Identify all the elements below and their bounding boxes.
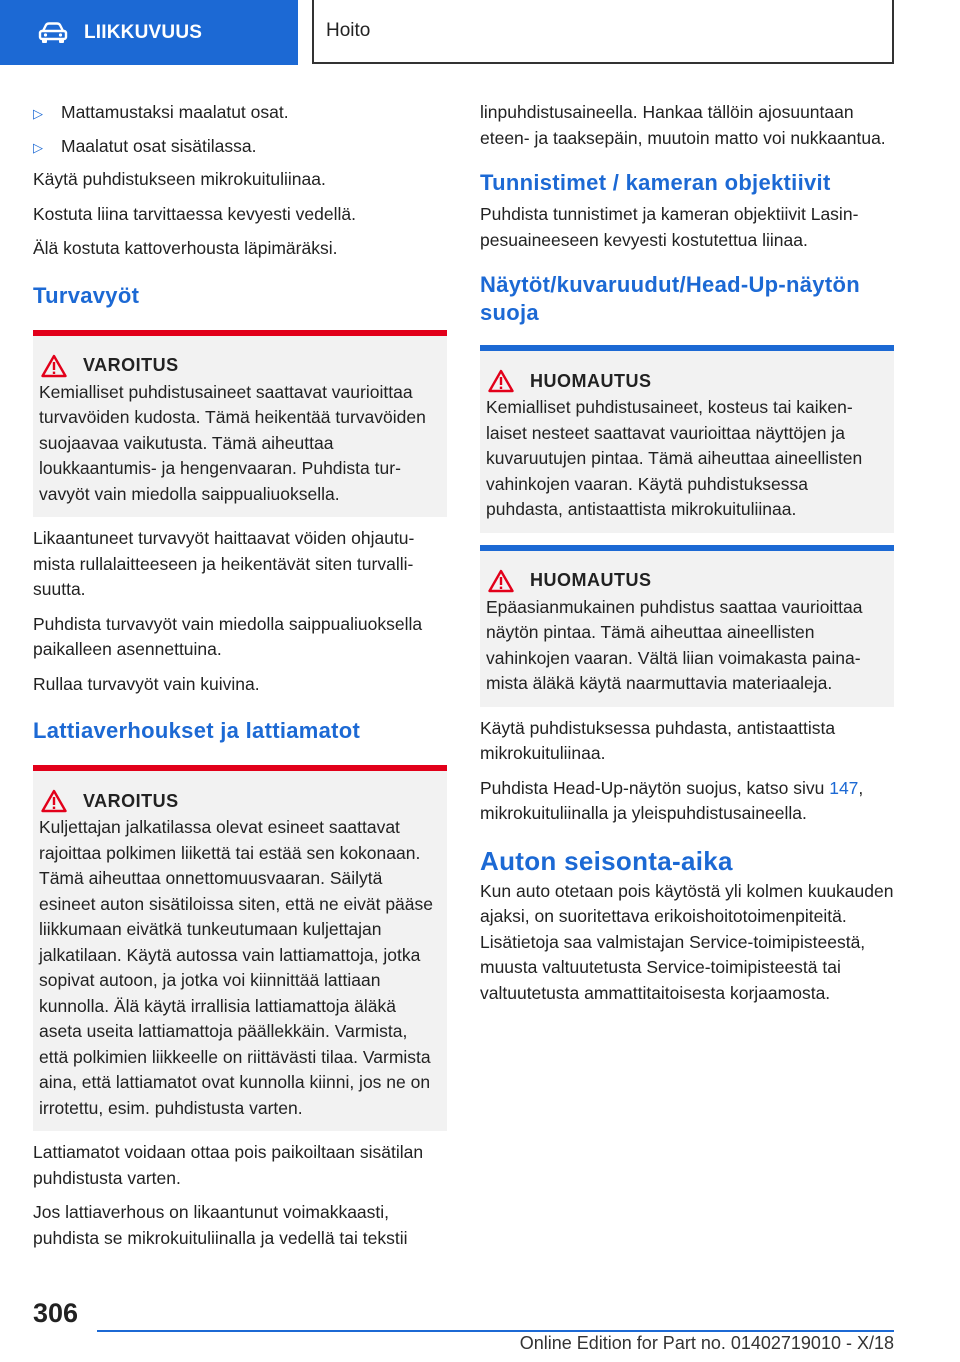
paragraph: Likaantuneet turvavyöt haittaavat vöiden ohjautumista rullalaitteeseen ja heikentävät siten turvallisuutta. [33, 528, 415, 599]
heading-sensors: Tunnistimet / kameran objektiivit [480, 170, 831, 195]
footer-divider [97, 1330, 894, 1332]
list-item: ▷ Mattamustaksi maalatut osat. [33, 100, 447, 127]
chapter-title: Hoito [326, 20, 371, 41]
notice-title: HUOMAUTUS [530, 370, 652, 391]
chapter-tab [312, 0, 894, 64]
page-reference-link[interactable]: 147 [829, 777, 859, 798]
section-tab [0, 0, 298, 65]
warning-title: VAROITUS [83, 790, 179, 811]
car-icon [38, 22, 68, 44]
warning-title: VAROITUS [83, 355, 179, 375]
paragraph: linpuhdistusaineella. Hankaa tällöin ajosuuntaan eteen- ja taaksepäin, muutoin matto voi nukkaantua. [480, 102, 886, 148]
warning-box [33, 765, 447, 1131]
warning-box [33, 330, 447, 518]
warning-triangle-icon [41, 354, 67, 378]
paragraph: Kostuta liina tarvittaessa kevyesti vedellä. [33, 203, 356, 224]
warning-text: Kemialliset puhdistusaineet saattavat vaurioittaa turvavöiden kudosta. Tämä heikentää turvavöiden suojaavaa vaikutusta. Tämä aiheuttaa loukkaantumis- ja hengenvaaran. Puhdista turvavyöt vain miedolla saippualiuoksella. [39, 381, 426, 504]
heading-floor-mats: Lattiaverhoukset ja lattiamatot [33, 718, 361, 743]
paragraph: Käytä puhdistuksessa puhdasta, antistaattista mikrokuituliinaa. [480, 717, 836, 763]
paragraph: Käytä puhdistukseen mikrokuituliinaa. [33, 169, 326, 189]
page-number: 306 [33, 1298, 79, 1328]
heading-seatbelts: Turvavyöt [33, 282, 140, 308]
notice-title: HUOMAUTUS [530, 570, 652, 590]
warning-text: Kuljettajan jalkatilassa olevat esineet saattavat rajoittaa polkimen liikettä tai estää sen kokonaan. Tämä aiheuttaa onnettomuusvaaran. Säilytä esineet auton sisätiloissa siten, että ne eivät pääse liikkumaan eivätkä tunkeutumaan kuljettajan jalkatilaan. Käytä autossa vain lattiamattoja, jotka sopivat autoon, ja jotka voi kiinnittää lattiaan kunnolla. Älä käytä irrallisia lattiamattoja äläkä aseta useita lattiamattoja päällekkäin. Varmista, että polkimien liikkeelle on riittävästi tilaa. Varmista aina, että lattiamatot ovat kunnolla kiinni, jos ne on irrotettu, esim. puhdistusta varten. [39, 817, 433, 1118]
left-column [33, 100, 447, 1260]
notice-box [480, 545, 894, 707]
paragraph: Älä kostuta kattoverhousta läpimäräksi. [33, 238, 338, 258]
section-title: LIIKKUVUUS [84, 21, 203, 43]
notice-box [480, 345, 894, 533]
warning-triangle-icon [41, 789, 67, 813]
notice-text: Epäasianmukainen puhdistus saattaa vaurioittaa näytön pintaa. Tämä aiheuttaa aineellisten vahinkojen vaaran. Vältä liian voimakasta painamista äläkä käytä naarmuttavia materiaaleja. [486, 596, 863, 693]
paragraph: Puhdista turvavyöt vain miedolla saippualiuoksella paikalleen asennettuina. [33, 613, 423, 659]
notice-text: Kemialliset puhdistusaineet, kosteus tai kaikenlaiset nesteet saattavat vaurioittaa näyttöjen ja kuvaruutujen pintaa. Tämä aiheuttaa aineellisten vahinkojen vaaran. Käytä puhdistuksessa puhdasta, antistaattista mikrokuituliinaa. [486, 397, 863, 519]
edition-footer: Online Edition for Part no. 01402719010 - X/18 [519, 1333, 894, 1353]
paragraph: Puhdista tunnistimet ja kameran objektiivit Lasinpesuaineeseen kevyesti kostutettua liinaa. [480, 204, 859, 250]
triangle-bullet-icon: ▷ [33, 139, 43, 155]
list-item: ▷ Maalatut osat sisätilassa. [33, 134, 447, 161]
triangle-bullet-icon: ▷ [33, 106, 43, 121]
paragraph: Lattiamatot voidaan ottaa pois paikoiltaan sisätilan puhdistusta varten. [33, 1142, 424, 1188]
paragraph: Kun auto otetaan pois käytöstä yli kolmen kuukauden ajaksi, on suoritettava erikoishoitotoimenpiteitä. Lisätietoja saa valmistajan Service-toimipisteestä, muusta valtuutetusta Service-toimipisteestä tai valtuutetusta ammattitaitoisesta korjaamosta. [480, 880, 894, 1003]
right-column [480, 100, 894, 1015]
heading-standstill: Auton seisonta-aika [480, 845, 733, 876]
paragraph: Jos lattiaverhous on likaantunut voimakkaasti, puhdista se mikrokuituliinalla ja vedellä tai tekstii [33, 1202, 408, 1248]
heading-displays: Näytöt/kuvaruudut/Head-Up-näytön suoja [480, 272, 860, 325]
paragraph: Rullaa turvavyöt vain kuivina. [33, 673, 260, 694]
paragraph: Puhdista Head-Up-näytön suojus, katso sivu 147, mikrokuituliinalla ja yleispuhdistusaineella. [480, 777, 864, 823]
warning-triangle-icon [488, 569, 514, 593]
warning-triangle-icon [488, 369, 514, 393]
